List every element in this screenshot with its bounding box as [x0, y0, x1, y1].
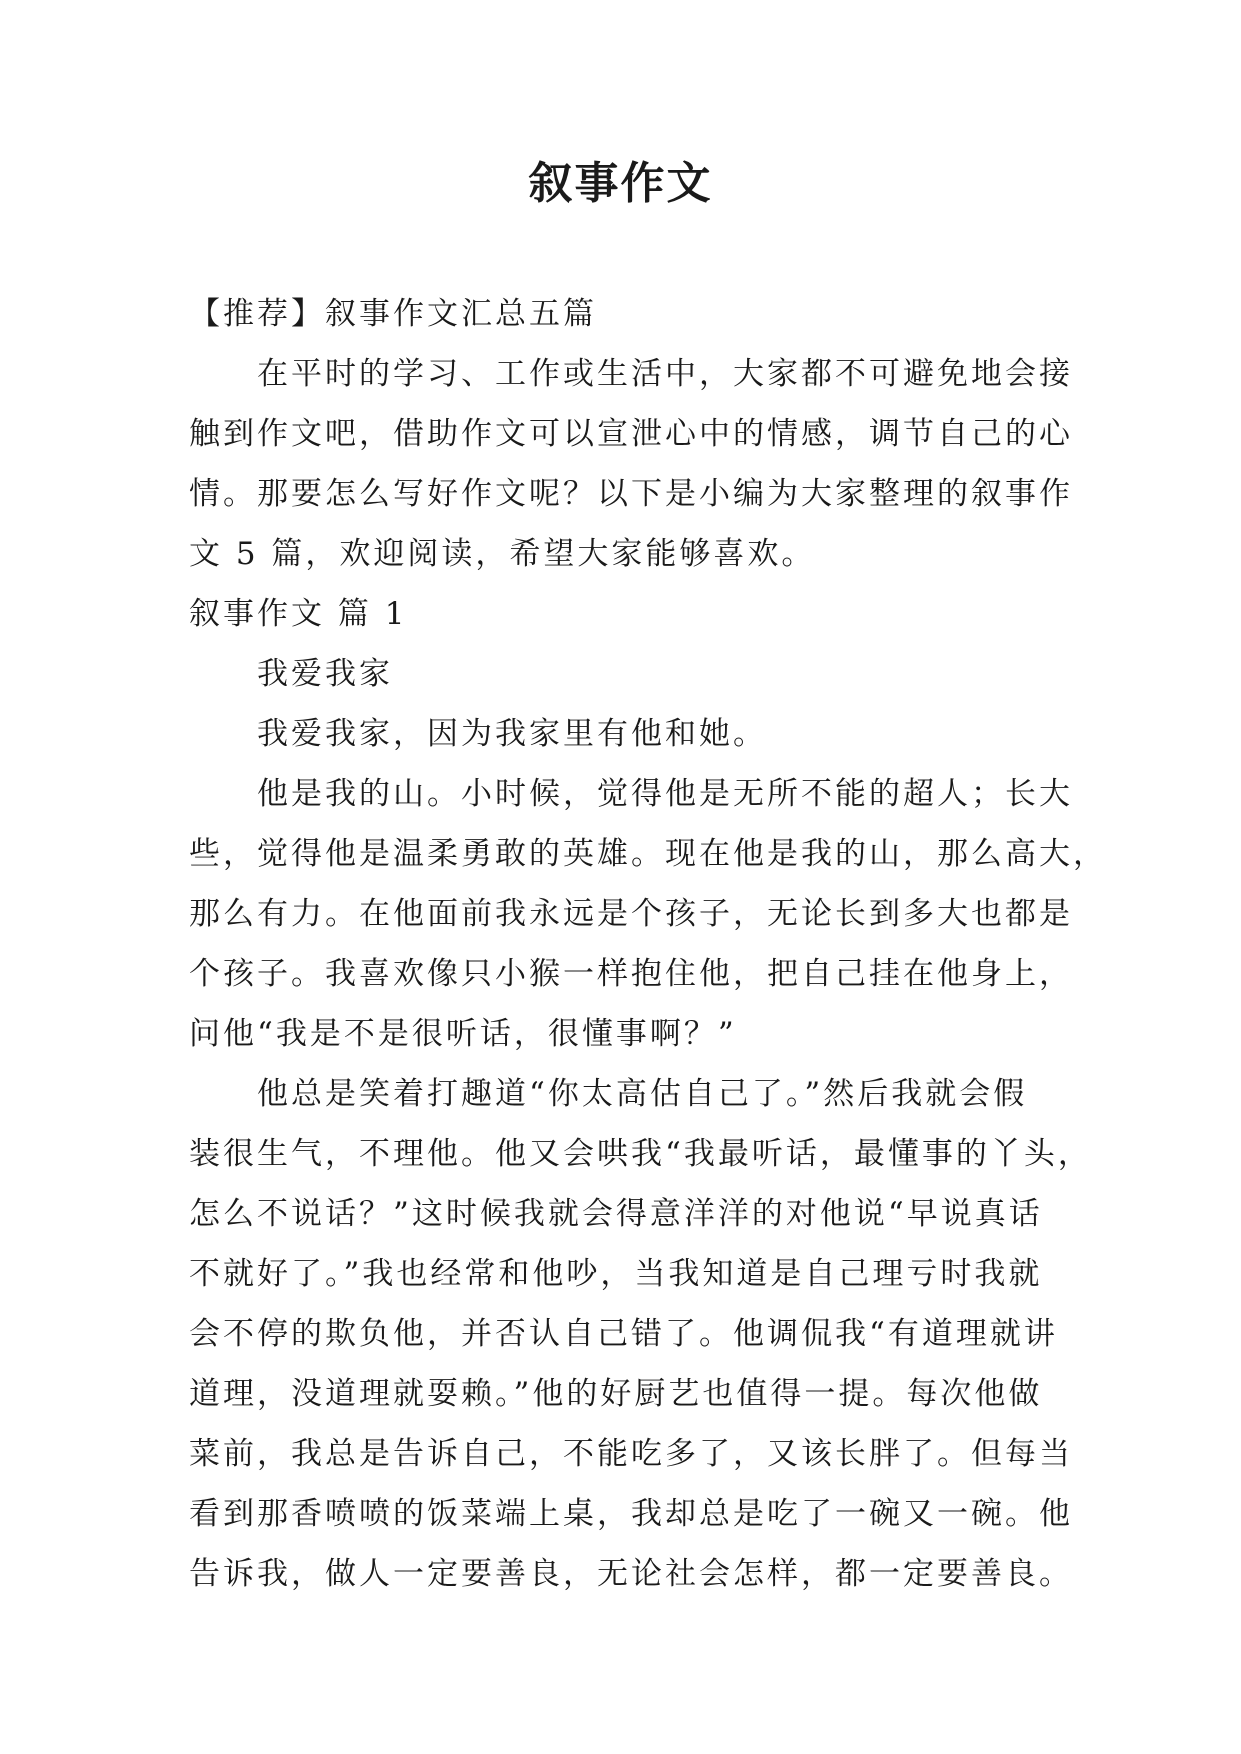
text-line: 些，觉得他是温柔勇敢的英雄。现在他是我的山，那么高大， — [189, 836, 1107, 872]
text-line: 他总是笑着打趣道“你太高估自己了。”然后我就会假 — [257, 1076, 1028, 1112]
text-line: 不就好了。”我也经常和他吵，当我知道是自己理亏时我就 — [189, 1256, 1043, 1292]
text-line: 文 5 篇，欢迎阅读，希望大家能够喜欢。 — [189, 536, 816, 572]
essay-title: 我爱我家 — [257, 656, 393, 692]
document-title: 叙事作文 — [528, 158, 713, 209]
section-heading: 叙事作文 篇 1 — [189, 596, 408, 632]
text-line: 在平时的学习、工作或生活中，大家都不可避免地会接 — [257, 356, 1073, 392]
text-line: 我爱我家，因为我家里有他和她。 — [257, 716, 767, 752]
subtitle-line: 【推荐】叙事作文汇总五篇 — [189, 296, 597, 332]
text-line: 情。那要怎么写好作文呢？以下是小编为大家整理的叙事作 — [189, 476, 1073, 512]
text-line: 问他“我是不是很听话，很懂事啊？” — [189, 1016, 737, 1052]
text-line: 个孩子。我喜欢像只小猴一样抱住他，把自己挂在他身上， — [189, 956, 1073, 992]
text-line: 触到作文吧，借助作文可以宣泄心中的情感，调节自己的心 — [189, 416, 1073, 452]
text-line: 怎么不说话？”这时候我就会得意洋洋的对他说“早说真话 — [189, 1196, 1043, 1232]
text-line: 会不停的欺负他，并否认自己错了。他调侃我“有道理就讲 — [189, 1316, 1058, 1352]
text-line: 菜前，我总是告诉自己，不能吃多了，又该长胖了。但每当 — [189, 1436, 1073, 1472]
text-line: 看到那香喷喷的饭菜端上桌，我却总是吃了一碗又一碗。他 — [189, 1496, 1073, 1532]
text-line: 告诉我，做人一定要善良，无论社会怎样，都一定要善良。 — [189, 1556, 1073, 1592]
text-line: 那么有力。在他面前我永远是个孩子，无论长到多大也都是 — [189, 896, 1073, 932]
text-line: 他是我的山。小时候，觉得他是无所不能的超人；长大 — [257, 776, 1073, 812]
document-body — [189, 284, 1107, 1604]
text-line: 装很生气，不理他。他又会哄我“我最听话，最懂事的丫头， — [189, 1136, 1092, 1172]
text-line: 道理，没道理就耍赖。”他的好厨艺也值得一提。每次他做 — [189, 1376, 1043, 1412]
